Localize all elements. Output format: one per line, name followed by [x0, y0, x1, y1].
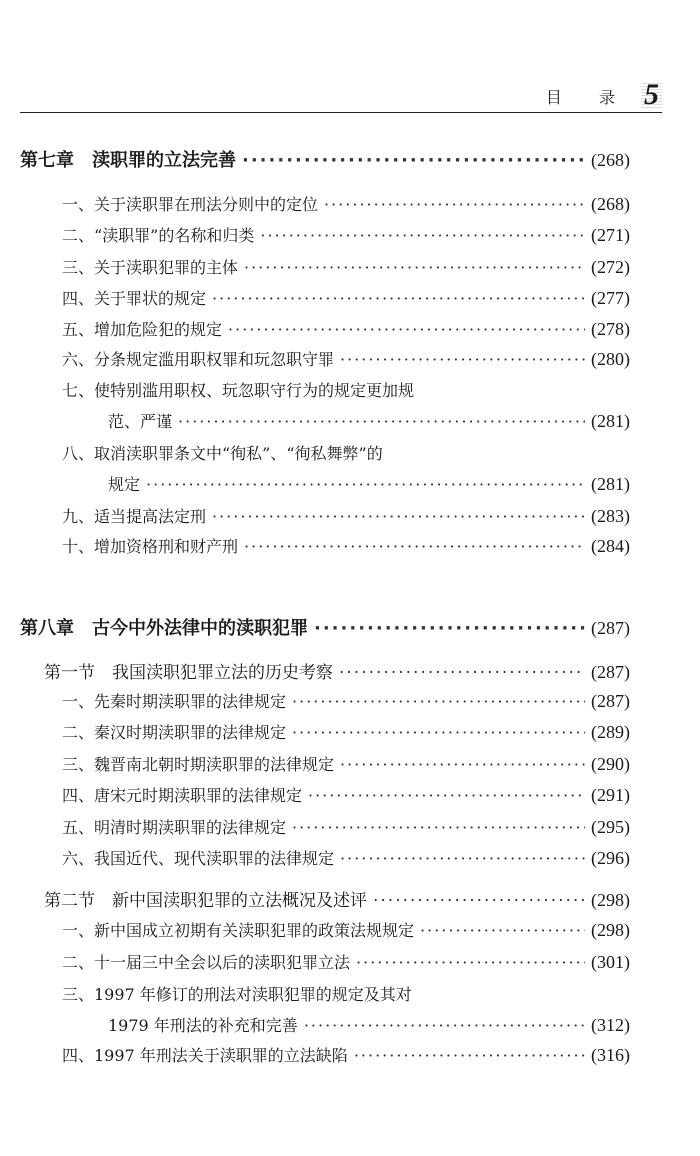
- leader-dots: [244, 537, 585, 556]
- toc-entry[interactable]: [62, 846, 630, 869]
- entry-title: 九、适当提高法定刑: [62, 507, 207, 526]
- leader-dots: [356, 953, 585, 972]
- page-ref: (289): [591, 722, 630, 742]
- leader-dots: [260, 226, 585, 245]
- toc-entry[interactable]: [62, 192, 630, 215]
- page-ref: (291): [591, 785, 630, 805]
- entry-title: 十、增加资格刑和财产刑: [62, 537, 239, 556]
- leader-dots: [373, 891, 585, 911]
- page-ref: (290): [591, 754, 630, 774]
- entry-title: 五、增加危险犯的规定: [62, 320, 223, 339]
- toc-entry[interactable]: [62, 1043, 630, 1066]
- toc-entry[interactable]: [62, 504, 630, 527]
- entry-title: 一、新中国成立初期有关渎职犯罪的政策法规规定: [62, 921, 415, 940]
- leader-dots: [212, 507, 585, 526]
- page-ref: (280): [591, 349, 630, 369]
- page-ref: (268): [591, 150, 630, 170]
- leader-dots: [228, 320, 585, 339]
- leader-dots: [292, 723, 585, 742]
- leader-dots: [340, 755, 585, 774]
- entry-title: 二、“渎职罪”的名称和归类: [62, 226, 255, 245]
- leader-dots: [308, 786, 585, 805]
- page-ref: (277): [591, 288, 630, 308]
- entry-title-cont: 1979 年刑法的补充和完善: [108, 1016, 298, 1035]
- entry-title: 二、十一届三中全会以后的渎职犯罪立法: [62, 953, 351, 972]
- entry-title: 二、秦汉时期渎职罪的法律规定: [62, 723, 287, 742]
- page-ref: (295): [591, 817, 630, 837]
- entry-title: 六、分条规定滥用职权罪和玩忽职守罪: [62, 350, 335, 369]
- leader-dots: [314, 618, 585, 639]
- toc-entry[interactable]: [62, 317, 630, 340]
- toc-entry-continuation[interactable]: [108, 472, 630, 495]
- header-label: 目 录: [545, 88, 631, 107]
- entry-title: 四、1997 年刑法关于渎职罪的立法缺陷: [62, 1046, 348, 1065]
- entry-title-cont: 规定: [108, 475, 141, 494]
- chapter-title: 第七章 渎职罪的立法完善: [20, 150, 236, 171]
- page-ref: (281): [591, 411, 630, 431]
- page-ref: (298): [591, 920, 630, 940]
- toc-section-2[interactable]: [44, 886, 630, 911]
- leader-dots: [242, 150, 585, 171]
- toc-section-1[interactable]: [44, 658, 630, 683]
- page-ref: (287): [591, 691, 630, 711]
- page-ref: (284): [591, 536, 630, 556]
- toc-entry[interactable]: [62, 752, 630, 775]
- toc-entry[interactable]: [62, 255, 630, 278]
- page-ref: (316): [591, 1045, 630, 1065]
- page-ref: (272): [591, 257, 630, 277]
- entry-title[interactable]: 八、取消渎职罪条文中“徇私”、“徇私舞弊”的: [62, 444, 383, 463]
- toc-entry[interactable]: [62, 720, 630, 743]
- leader-dots: [324, 195, 585, 214]
- leader-dots: [304, 1016, 585, 1035]
- page-ref: (281): [591, 474, 630, 494]
- entry-title: 三、关于渎职犯罪的主体: [62, 258, 239, 277]
- toc-entry-continuation[interactable]: [108, 409, 630, 432]
- page-ref: (301): [591, 952, 630, 972]
- entry-title: 四、唐宋元时期渎职罪的法律规定: [62, 786, 303, 805]
- leader-dots: [420, 921, 585, 940]
- chapter-title: 第八章 古今中外法律中的渎职犯罪: [20, 618, 308, 639]
- toc-entry-continuation[interactable]: [108, 1013, 630, 1036]
- entry-title: 三、魏晋南北朝时期渎职罪的法律规定: [62, 755, 335, 774]
- toc-entry[interactable]: [62, 286, 630, 309]
- page-ref: (268): [591, 194, 630, 214]
- entry-title: 一、关于渎职罪在刑法分则中的定位: [62, 195, 319, 214]
- leader-dots: [178, 412, 585, 431]
- page-ref: (298): [591, 890, 630, 910]
- entry-title[interactable]: 三、1997 年修订的刑法对渎职犯罪的规定及其对: [62, 985, 412, 1004]
- toc-entry[interactable]: [62, 783, 630, 806]
- page-ref: (271): [591, 225, 630, 245]
- toc-entry[interactable]: [62, 918, 630, 941]
- toc-entry[interactable]: [62, 347, 630, 370]
- page-ref: (287): [591, 618, 630, 638]
- header-rule: [20, 112, 662, 113]
- section-title: 第二节 新中国渎职犯罪的立法概况及述评: [44, 891, 367, 911]
- section-title: 第一节 我国渎职犯罪立法的历史考察: [44, 663, 333, 683]
- leader-dots: [146, 475, 585, 494]
- page-ref: (296): [591, 848, 630, 868]
- entry-title: 一、先秦时期渎职罪的法律规定: [62, 692, 287, 711]
- leader-dots: [354, 1046, 585, 1065]
- leader-dots: [244, 258, 585, 277]
- page-ref: (312): [591, 1015, 630, 1035]
- leader-dots: [212, 289, 585, 308]
- leader-dots: [292, 818, 585, 837]
- entry-title: 六、我国近代、现代渎职罪的法律规定: [62, 849, 335, 868]
- page-ref: (287): [591, 662, 630, 682]
- toc-entry[interactable]: [62, 815, 630, 838]
- header-page-number: 5: [641, 82, 662, 108]
- leader-dots: [340, 350, 585, 369]
- entry-title-cont: 范、严谨: [108, 412, 173, 431]
- leader-dots: [340, 849, 585, 868]
- entry-title: 四、关于罪状的规定: [62, 289, 207, 308]
- toc-chapter-8[interactable]: [20, 614, 630, 640]
- entry-title[interactable]: 七、使特别滥用职权、玩忽职守行为的规定更加规: [62, 381, 415, 400]
- leader-dots: [292, 692, 585, 711]
- entry-title: 五、明清时期渎职罪的法律规定: [62, 818, 287, 837]
- page-ref: (278): [591, 319, 630, 339]
- page-ref: (283): [591, 506, 630, 526]
- toc-entry[interactable]: [62, 689, 630, 712]
- toc-entry[interactable]: [62, 950, 630, 973]
- toc-entry[interactable]: [62, 223, 630, 246]
- toc-chapter-7[interactable]: [20, 146, 630, 172]
- toc-entry[interactable]: [62, 534, 630, 557]
- leader-dots: [339, 663, 585, 683]
- running-header: [545, 78, 662, 111]
